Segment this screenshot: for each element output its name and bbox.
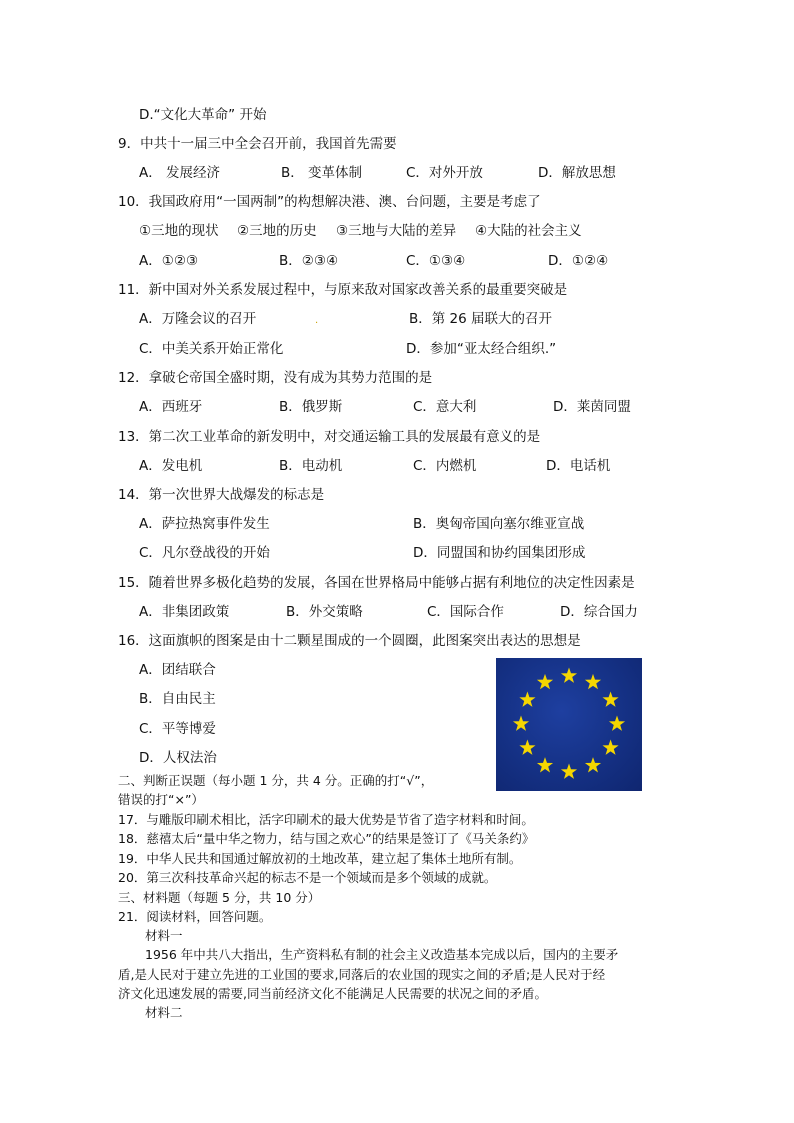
flag-star [513, 716, 529, 731]
judge-item-17: 17．与雕版印刷术相比，活字印刷术的最大优势是节省了造字材料和时间。 [118, 812, 534, 827]
q9-option-d: D．解放思想 [538, 165, 616, 181]
stray-dot: . [315, 315, 319, 326]
q13-option-d: D．电话机 [546, 458, 611, 474]
q11-stem: 11．新中国对外关系发展过程中，与原来敌对国家改善关系的最重要突破是 [118, 282, 568, 298]
q9-option-b: B． 变革体制 [281, 165, 363, 181]
q10-item-3: ③三地与大陆的差异 [336, 223, 457, 239]
section3-title: 三、材料题（每题 5 分，共 10 分） [118, 890, 321, 905]
q15-stem: 15．随着世界多极化趋势的发展，各国在世界格局中能够占据有利地位的决定性因素是 [118, 575, 635, 591]
q14-option-d: D．同盟国和协约国集团形成 [413, 545, 586, 561]
q9-option-a: A． 发展经济 [139, 165, 221, 181]
flag-star [585, 674, 601, 689]
flag-star [537, 757, 553, 772]
q16-option-d: D．人权法治 [139, 750, 217, 766]
q14-option-c: C．凡尔登战役的开始 [139, 545, 270, 561]
q16-stem: 16．这面旗帜的图案是由十二颗星围成的一个圆圈，此图案突出表达的思想是 [118, 633, 581, 649]
q13-option-b: B．电动机 [279, 458, 343, 474]
q8-option-d: D.“文化大革命” 开始 [139, 107, 267, 123]
flag-star [519, 692, 535, 707]
flag-star [537, 674, 553, 689]
q13-option-c: C．内燃机 [413, 458, 477, 474]
q10-option-a: A．①②③ [139, 253, 199, 269]
q11-option-b: B．第 26 届联大的召开 [409, 311, 553, 327]
q10-option-b: B．②③④ [279, 253, 339, 269]
q15-option-d: D．综合国力 [560, 604, 638, 620]
flag-star [602, 692, 618, 707]
material-2-label: 材料二 [145, 1005, 183, 1020]
judge-item-18: 18．慈禧太后“量中华之物力，结与国之欢心”的结果是签订了《马关条约》 [118, 831, 535, 846]
q14-option-b: B．奥匈帝国向塞尔维亚宣战 [413, 516, 585, 532]
material-1-label: 材料一 [145, 928, 183, 943]
q10-item-4: ④大陆的社会主义 [475, 223, 582, 239]
q15-option-c: C．国际合作 [427, 604, 504, 620]
material-1-line-1: 1956 年中共八大指出，生产资料私有制的社会主义改造基本完成以后，国内的主要矛 [145, 947, 619, 962]
flag-star [609, 716, 625, 731]
section2-title-line1: 二、判断正误题（每小题 1 分，共 4 分。正确的打“√”， [118, 773, 434, 788]
q11-option-c: C．中美关系开始正常化 [139, 341, 284, 357]
section2-title-line2: 错误的打“×”） [118, 792, 204, 807]
q9-stem: 9．中共十一届三中全会召开前，我国首先需要 [118, 136, 397, 152]
q12-option-a: A．西班牙 [139, 399, 203, 415]
q10-option-c: C．①③④ [406, 253, 466, 269]
q10-item-2: ②三地的历史 [237, 223, 317, 239]
q12-option-b: B．俄罗斯 [279, 399, 343, 415]
flag-star [602, 740, 618, 755]
judge-item-20: 20．第三次科技革命兴起的标志不是一个领域而是多个领域的成就。 [118, 870, 497, 885]
q12-stem: 12．拿破仑帝国全盛时期，没有成为其势力范围的是 [118, 370, 433, 386]
q12-option-c: C．意大利 [413, 399, 477, 415]
eu-flag-stars [496, 658, 642, 791]
q14-stem: 14．第一次世界大战爆发的标志是 [118, 487, 325, 503]
judge-item-19: 19．中华人民共和国通过解放初的土地改革，建立起了集体土地所有制。 [118, 851, 522, 866]
eu-flag-image [496, 658, 642, 791]
q10-option-d: D．①②④ [548, 253, 609, 269]
q16-option-b: B．自由民主 [139, 691, 216, 707]
q21-stem: 21．阅读材料，回答问题。 [118, 909, 272, 924]
material-1-line-2: 盾,是人民对于建立先进的工业国的要求,同落后的农业国的现实之间的矛盾;是人民对于经 [118, 967, 606, 982]
q10-stem: 10．我国政府用“一国两制”的构想解决港、澳、台问题，主要是考虑了 [118, 194, 541, 210]
q11-option-a: A．万隆会议的召开 [139, 311, 257, 327]
q13-stem: 13．第二次工业革命的新发明中，对交通运输工具的发展最有意义的是 [118, 429, 541, 445]
q16-option-c: C．平等博爱 [139, 721, 216, 737]
q15-option-b: B．外交策略 [286, 604, 363, 620]
material-1-line-3: 济文化迅速发展的需要,同当前经济文化不能满足人民需要的状况之间的矛盾。 [118, 986, 547, 1001]
q12-option-d: D．莱茵同盟 [553, 399, 631, 415]
q10-item-1: ①三地的现状 [139, 223, 219, 239]
q16-option-a: A．团结联合 [139, 662, 216, 678]
flag-star [585, 757, 601, 772]
q14-option-a: A．萨拉热窝事件发生 [139, 516, 270, 532]
q11-option-d: D．参加“亚太经合组织.” [406, 341, 557, 357]
flag-star [561, 668, 577, 683]
q9-option-c: C．对外开放 [406, 165, 483, 181]
q13-option-a: A．发电机 [139, 458, 203, 474]
flag-star [519, 740, 535, 755]
q15-option-a: A．非集团政策 [139, 604, 230, 620]
flag-star [561, 764, 577, 779]
